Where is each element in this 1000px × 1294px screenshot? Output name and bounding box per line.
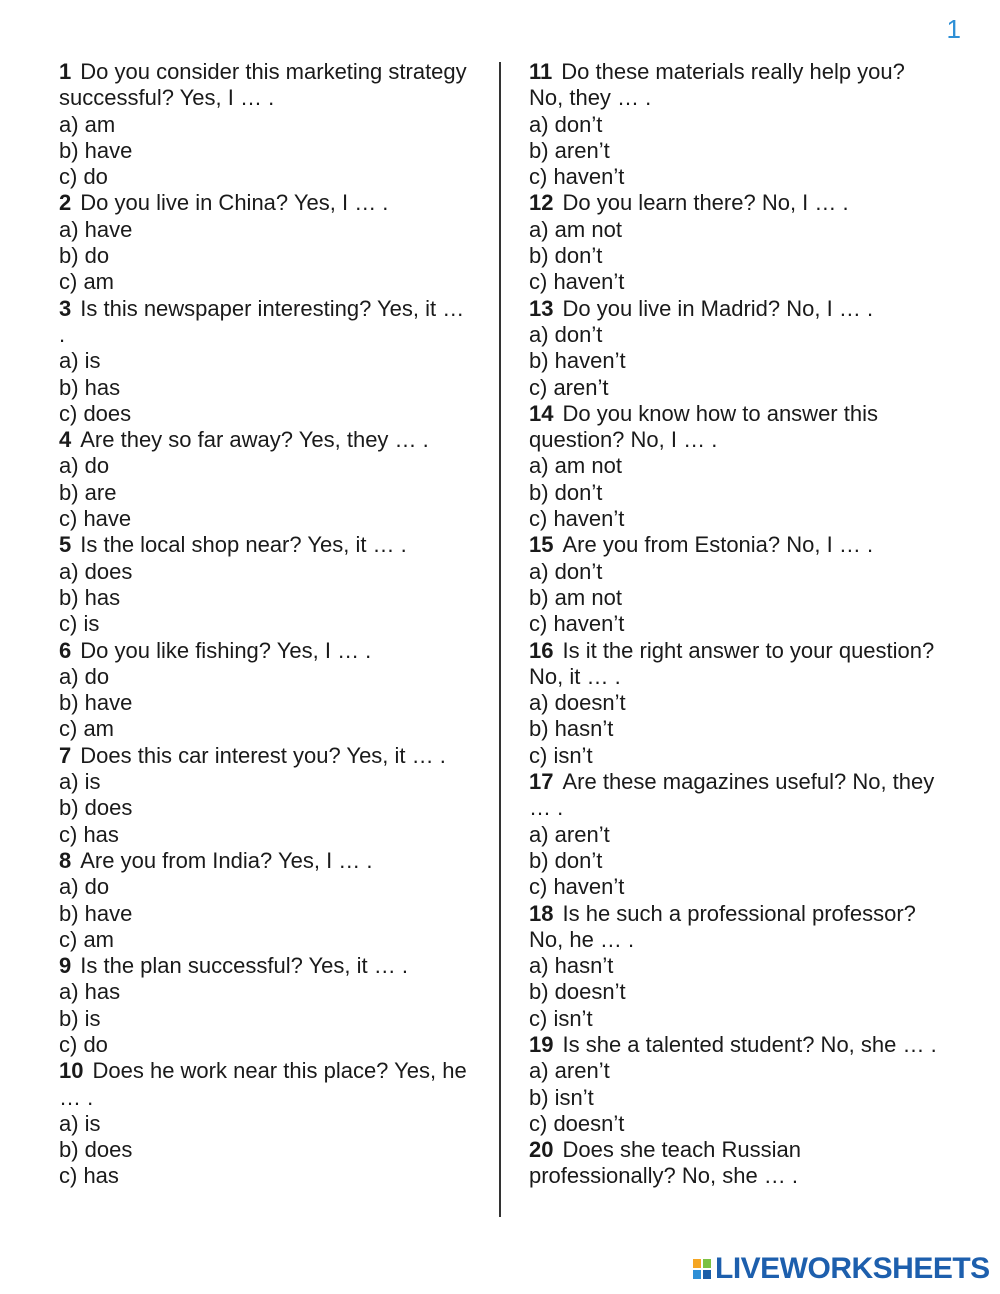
- liveworksheets-logo-icon: [692, 1258, 712, 1280]
- question-number: 17: [529, 769, 554, 795]
- answer-option: c) has: [59, 821, 119, 847]
- question-number: 1: [59, 59, 72, 84]
- question-text: Do you live in China? Yes, I … .: [80, 190, 389, 216]
- question-text: Is the local shop near? Yes, it … .: [80, 532, 407, 558]
- answer-option: a) has: [59, 979, 121, 1005]
- question-text: Are these magazines useful? No, they … .: [529, 769, 935, 821]
- question-text: Do you learn there? No, I … .: [562, 190, 849, 216]
- answer-option: b) haven’t: [529, 348, 626, 374]
- page-number: 1: [946, 14, 961, 44]
- question-item: [59, 427, 471, 453]
- right-question-column: [529, 59, 944, 1190]
- answer-option: c) isn’t: [529, 742, 593, 768]
- answer-option: a) doesn’t: [529, 690, 626, 716]
- question-item: [59, 743, 471, 769]
- answer-option: a) aren’t: [529, 1058, 610, 1084]
- question-text: Is the plan successful? Yes, it … .: [80, 953, 408, 979]
- question-item: [529, 769, 944, 822]
- question-number: 7: [59, 742, 72, 768]
- question-item: [529, 1137, 944, 1190]
- answer-option: a) do: [59, 453, 110, 479]
- question-number: 20: [529, 1137, 554, 1163]
- question-text: Are you from Estonia? No, I … .: [562, 532, 874, 558]
- question-item: [529, 1032, 944, 1058]
- question-item: [529, 296, 944, 322]
- answer-option: b) has: [59, 374, 121, 400]
- question-text: Do you like fishing? Yes, I … .: [80, 637, 372, 663]
- answer-option: c) haven’t: [529, 506, 625, 532]
- answer-option: b) am not: [529, 584, 622, 610]
- question-text: Do you know how to answer this question? No, I … .: [529, 400, 878, 453]
- question-item: [529, 532, 944, 558]
- question-item: [59, 190, 471, 216]
- question-text: Is she a talented student? No, she … .: [562, 1031, 937, 1057]
- answer-option: a) aren’t: [529, 821, 610, 847]
- left-question-column: [59, 59, 471, 1190]
- question-item: [529, 59, 944, 112]
- logo-text: LIVEWORKSHEETS: [715, 1252, 990, 1285]
- question-number: 3: [59, 295, 72, 321]
- question-number: 14: [529, 400, 554, 426]
- answer-option: b) have: [59, 690, 133, 716]
- answer-option: c) have: [59, 506, 132, 532]
- answer-option: b) don’t: [529, 243, 603, 269]
- answer-option: b) don’t: [529, 479, 603, 505]
- answer-option: b) isn’t: [529, 1084, 594, 1110]
- question-text: Is this newspaper interesting? Yes, it … .: [59, 295, 465, 347]
- question-text: Does he work near this place? Yes, he … .: [59, 1058, 467, 1110]
- question-text: Is he such a professional professor? No, he … .: [529, 900, 916, 952]
- column-divider: [499, 62, 501, 1217]
- answer-option: b) doesn’t: [529, 979, 626, 1005]
- question-number: 6: [59, 637, 72, 663]
- question-item: [529, 638, 944, 691]
- question-item: [529, 190, 944, 216]
- answer-option: a) don’t: [529, 558, 603, 584]
- answer-option: a) hasn’t: [529, 953, 614, 979]
- answer-option: a) is: [59, 769, 101, 795]
- question-number: 4: [59, 427, 72, 453]
- answer-option: c) does: [59, 400, 132, 426]
- question-item: [59, 953, 471, 979]
- answer-option: a) do: [59, 874, 110, 900]
- question-item: [59, 59, 471, 112]
- answer-option: c) am: [59, 716, 114, 742]
- question-number: 10: [59, 1058, 84, 1084]
- answer-option: b) have: [59, 900, 133, 926]
- question-number: 11: [529, 59, 553, 84]
- question-number: 15: [529, 532, 554, 558]
- question-number: 8: [59, 847, 72, 873]
- answer-option: a) is: [59, 348, 101, 374]
- answer-option: c) am: [59, 926, 114, 952]
- answer-option: c) haven’t: [529, 269, 625, 295]
- answer-option: c) haven’t: [529, 164, 625, 190]
- question-text: Are you from India? Yes, I … .: [80, 847, 373, 873]
- question-item: [529, 901, 944, 954]
- answer-option: b) do: [59, 243, 110, 269]
- answer-option: b) have: [59, 137, 133, 163]
- question-text: Do you live in Madrid? No, I … .: [562, 295, 874, 321]
- question-text: Does this car interest you? Yes, it … .: [80, 742, 446, 768]
- answer-option: c) isn’t: [529, 1005, 593, 1031]
- question-item: [59, 1058, 471, 1111]
- question-number: 18: [529, 900, 554, 926]
- question-item: [59, 848, 471, 874]
- question-item: [529, 401, 944, 454]
- answer-option: b) aren’t: [529, 137, 610, 163]
- answer-option: a) am: [59, 111, 116, 137]
- question-number: 12: [529, 190, 554, 216]
- answer-option: c) do: [59, 164, 108, 190]
- question-item: [59, 532, 471, 558]
- answer-option: b) has: [59, 584, 121, 610]
- answer-option: c) aren’t: [529, 374, 609, 400]
- question-number: 13: [529, 295, 554, 321]
- answer-option: c) haven’t: [529, 874, 625, 900]
- question-number: 5: [59, 532, 72, 558]
- answer-option: b) does: [59, 795, 133, 821]
- question-number: 2: [59, 190, 72, 216]
- question-text: Are they so far away? Yes, they … .: [80, 427, 429, 453]
- question-item: [59, 638, 471, 664]
- answer-option: c) is: [59, 611, 100, 637]
- answer-option: a) don’t: [529, 321, 603, 347]
- answer-option: c) haven’t: [529, 611, 625, 637]
- answer-option: a) am not: [529, 453, 622, 479]
- answer-option: b) hasn’t: [529, 716, 614, 742]
- question-number: 19: [529, 1031, 554, 1057]
- answer-option: c) doesn’t: [529, 1110, 625, 1136]
- liveworksheets-logo: [692, 1254, 990, 1284]
- answer-option: b) don’t: [529, 847, 603, 873]
- answer-option: a) don’t: [529, 111, 603, 137]
- question-number: 16: [529, 637, 554, 663]
- question-text: Do these materials really help you? No, they … .: [529, 59, 905, 111]
- answer-option: b) is: [59, 1005, 101, 1031]
- question-text: Is it the right answer to your question? No, it … .: [529, 637, 935, 689]
- answer-option: a) am not: [529, 216, 622, 242]
- question-text: Do you consider this marketing strategy successful? Yes, I … .: [59, 59, 467, 111]
- answer-option: c) do: [59, 1031, 108, 1057]
- answer-option: b) does: [59, 1137, 133, 1163]
- question-number: 9: [59, 953, 72, 979]
- answer-option: a) does: [59, 558, 133, 584]
- answer-option: a) do: [59, 663, 110, 689]
- answer-option: c) has: [59, 1163, 119, 1189]
- answer-option: a) have: [59, 216, 133, 242]
- answer-option: a) is: [59, 1110, 101, 1136]
- answer-option: b) are: [59, 479, 117, 505]
- answer-option: c) am: [59, 269, 114, 295]
- question-text: Does she teach Russian professionally? No, she … .: [529, 1137, 801, 1189]
- question-item: [59, 296, 471, 349]
